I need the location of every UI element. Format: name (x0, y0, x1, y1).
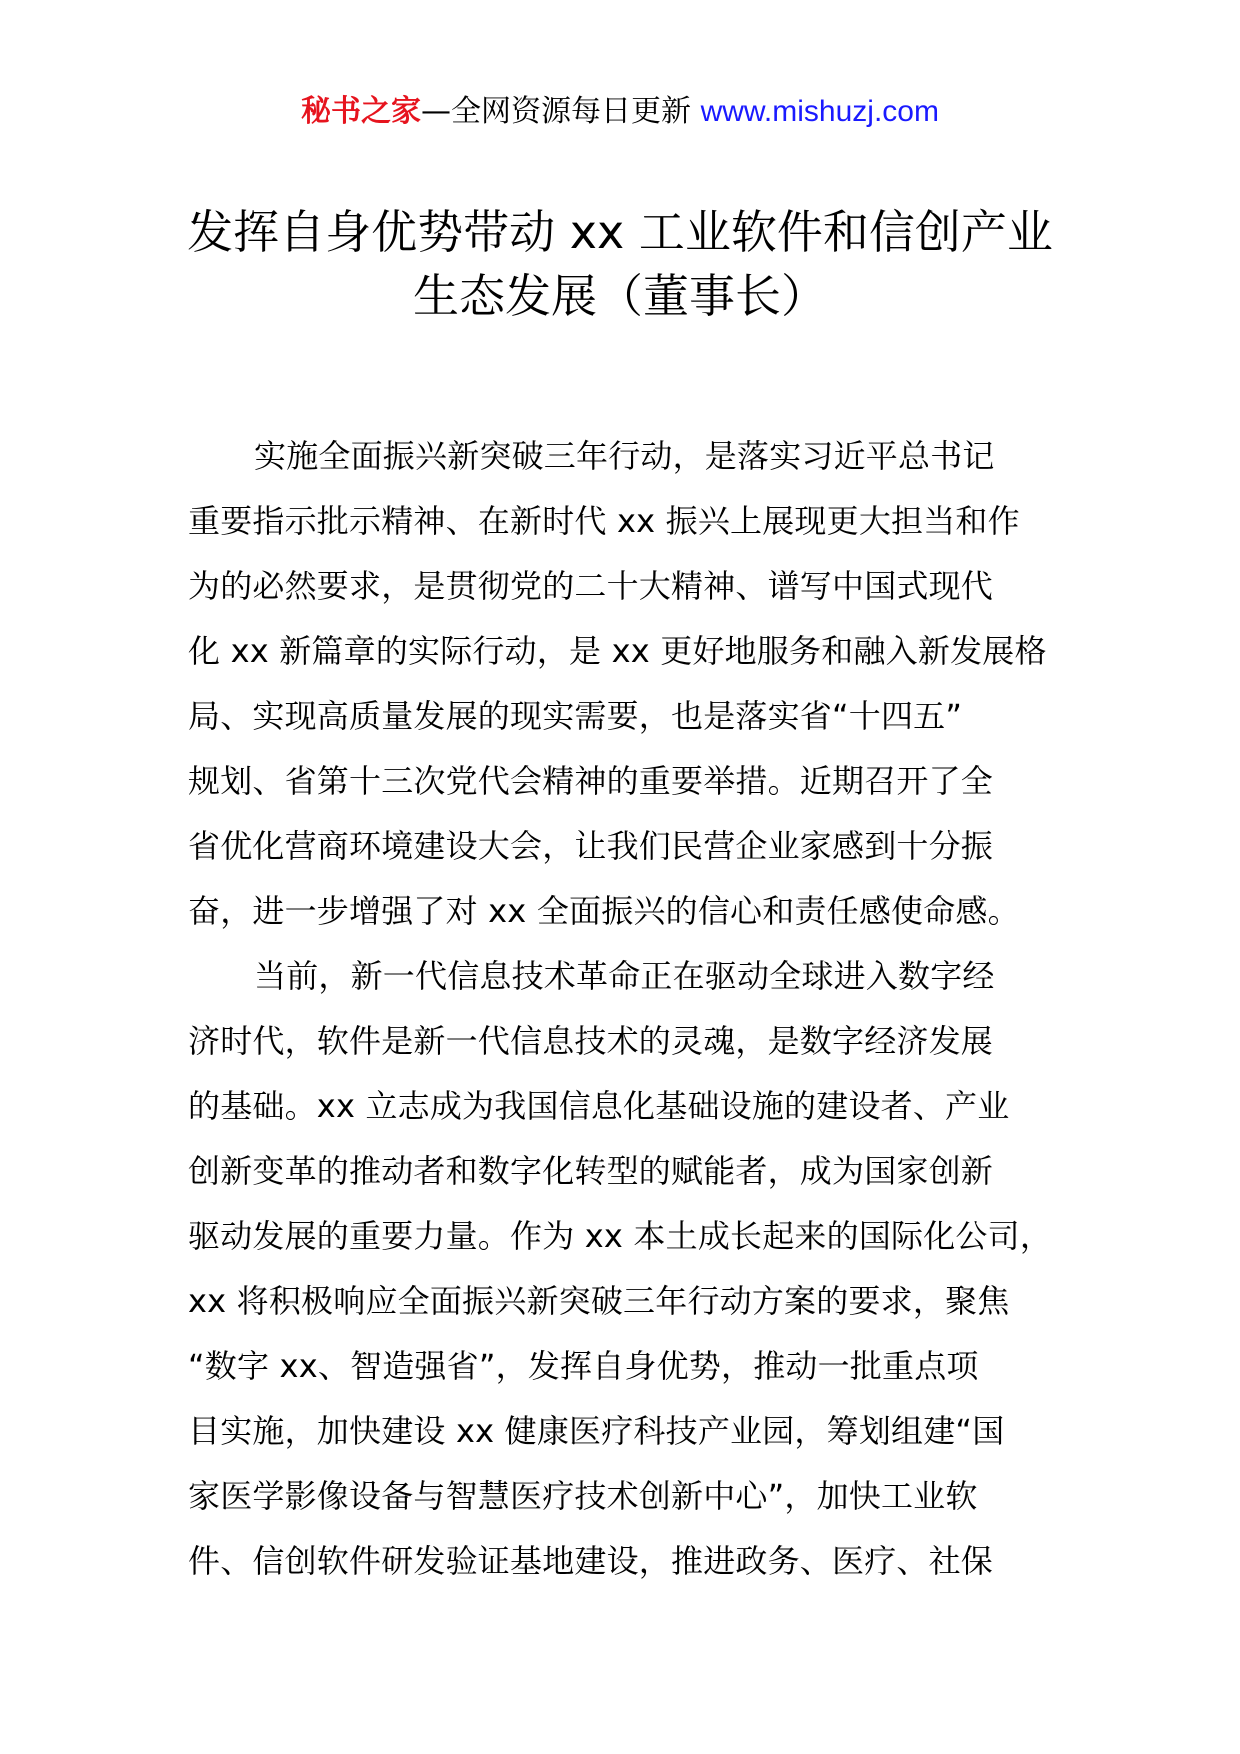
paragraph-2-line: 件、信创软件研发验证基地建设，推进政务、医疗、社保 (188, 1542, 994, 1580)
paragraph-2-line: 的基础。xx 立志成为我国信息化基础设施的建设者、产业 (188, 1087, 1010, 1125)
paragraph-2-line: 家医学影像设备与智慧医疗技术创新中心”，加快工业软 (188, 1477, 978, 1515)
paragraph-2-line: 目实施，加快建设 xx 健康医疗科技产业园，筹划组建“国 (188, 1412, 1005, 1450)
paragraph-2-line: xx 将积极响应全面振兴新突破三年行动方案的要求，聚焦 (188, 1282, 1010, 1320)
header-tagline: —全网资源每日更新 (421, 94, 701, 129)
paragraph-1-line: 奋，进一步增强了对 xx 全面振兴的信心和责任感使命感。 (188, 892, 1020, 930)
document-body (188, 424, 1088, 1594)
paragraph-1-line: 局、实现高质量发展的现实需要，也是落实省“十四五” (188, 697, 963, 735)
paragraph-1-line: 省优化营商环境建设大会，让我们民营企业家感到十分振 (188, 827, 994, 865)
title-line-2: 生态发展（董事长） (413, 269, 827, 323)
paragraph-2-line: 当前，新一代信息技术革命正在驱动全球进入数字经 (254, 957, 995, 995)
paragraph-1-line: 重要指示批示精神、在新时代 xx 振兴上展现更大担当和作 (188, 502, 1020, 540)
paragraph-1-line: 实施全面振兴新突破三年行动，是落实习近平总书记 (254, 437, 995, 475)
paragraph-2-line: 济时代，软件是新一代信息技术的灵魂，是数字经济发展 (188, 1022, 994, 1060)
paragraph-2-line: 驱动发展的重要力量。作为 xx 本土成长起来的国际化公司， (188, 1217, 1053, 1255)
website-url: www.mishuzj.com (700, 95, 939, 128)
paragraph-1-line: 为的必然要求，是贯彻党的二十大精神、谱写中国式现代 (188, 567, 994, 605)
paragraph-2-line: 创新变革的推动者和数字化转型的赋能者，成为国家创新 (188, 1152, 994, 1190)
title-line-1: 发挥自身优势带动 xx 工业软件和信创产业 (187, 205, 1053, 259)
paragraph-2-line: “数字 xx、智造强省”，发挥自身优势，推动一批重点项 (188, 1347, 979, 1385)
paragraph-1-line: 规划、省第十三次党代会精神的重要举措。近期召开了全 (188, 762, 994, 800)
paragraph-1-line: 化 xx 新篇章的实际行动，是 xx 更好地服务和融入新发展格 (188, 632, 1047, 670)
brand-name: 秘书之家 (301, 94, 422, 129)
site-header (0, 92, 1240, 132)
document-title (130, 200, 1110, 328)
